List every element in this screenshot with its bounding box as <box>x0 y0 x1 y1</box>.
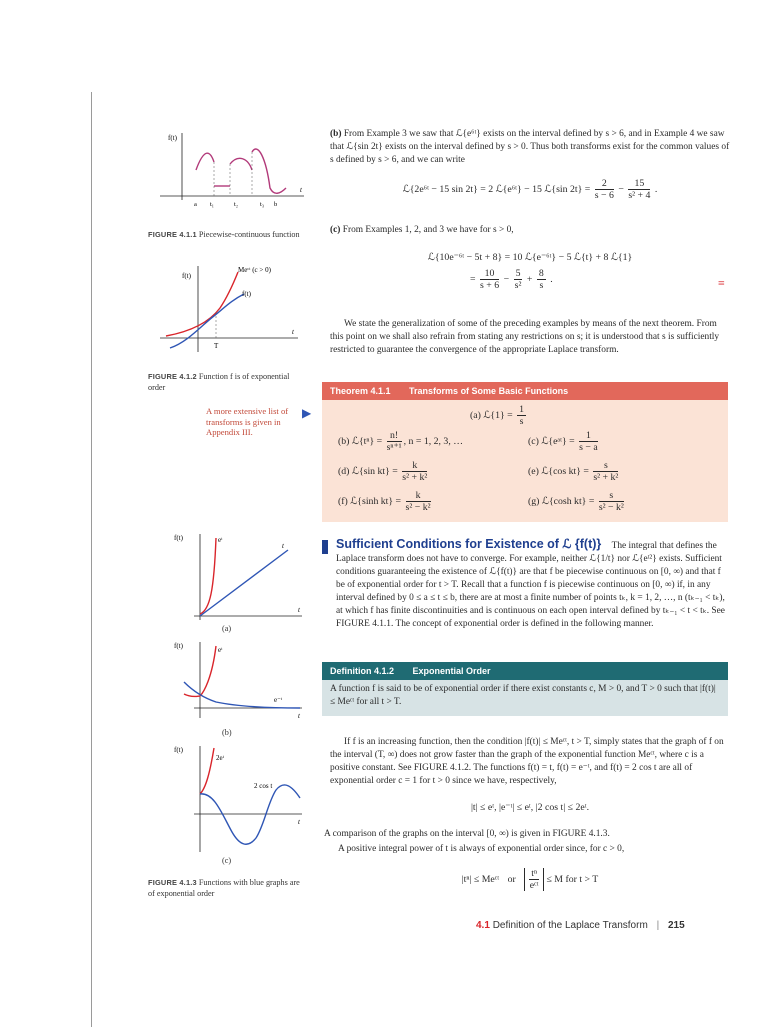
tick-b: b <box>274 201 278 208</box>
page-footer <box>476 920 716 931</box>
definition-header <box>322 662 728 680</box>
figure-4-1-1-caption <box>148 230 308 241</box>
final-right: ≤ M for t > T <box>546 873 599 885</box>
figure-4-1-3-caption <box>148 878 308 899</box>
piece-3 <box>230 158 252 170</box>
figure-4-1-3b-sublabel: (b) <box>222 728 232 737</box>
fraction <box>628 178 650 201</box>
fraction <box>480 268 499 291</box>
paragraph-compare: A comparison of the graphs on the interval [0, ∞) is given in FIGURE 4.1.3. <box>324 829 610 839</box>
operator: − <box>503 273 510 285</box>
part-b-text: From Example 3 we saw that ℒ{e⁶ᵗ} exists on the interval defined by s > 6, and in Example 4 we saw that ℒ{sin 2t} exists on the interval defined by s > 0. Thus both transforms exist for the common values of s defined by s > 6, and we can write <box>330 129 730 165</box>
fraction <box>599 490 624 513</box>
paragraph-generalization: We state the generalization of some of the preceding examples by means of the next theorem. From this point on we shall also refrain from stating any restrictions on s; it is understood that s is sufficiently restricted to guarantee the convergence of the appropriate Laplace transform. <box>330 319 720 355</box>
y-label: f(t) <box>174 746 183 754</box>
definition-box <box>322 662 728 720</box>
exp-curve <box>200 748 214 794</box>
caption-label: FIGURE 4.1.3 <box>148 878 197 887</box>
f-curve <box>170 294 244 348</box>
exp-curve <box>200 538 216 614</box>
margin-rule <box>91 92 92 1027</box>
denominator: s <box>519 416 524 427</box>
part-c-equation-1: ℒ{10e⁻⁶ᵗ − 5t + 8} = 10 ℒ{e⁻⁶ᵗ} − 5 ℒ{t} + 8 ℒ{1} <box>427 252 633 263</box>
fraction <box>406 490 431 513</box>
fraction <box>579 430 598 453</box>
figure-4-1-3c-sublabel: (c) <box>222 856 232 865</box>
footer-title: Definition of the Laplace Transform <box>492 920 648 931</box>
definition-title: Exponential Order <box>412 666 491 676</box>
item-tag: (d) <box>338 465 350 477</box>
figure-4-1-3a <box>170 530 310 630</box>
section-sufficient-conditions <box>336 538 730 631</box>
denominator: eᶜᵗ <box>529 880 539 891</box>
part-b <box>330 128 730 167</box>
operator: − <box>618 183 624 195</box>
x-label: t <box>292 328 294 336</box>
margin-note-arrow-icon: ▶ <box>302 406 312 420</box>
exp-label: 2eᵗ <box>216 754 224 762</box>
definition-label: Definition 4.1.2 <box>330 666 395 676</box>
numerator: 8 <box>538 268 544 279</box>
numerator: 5 <box>515 268 521 279</box>
exp-label: eᵗ <box>218 536 223 544</box>
fraction <box>593 460 618 483</box>
fraction <box>517 404 526 427</box>
figure-4-1-2 <box>148 262 308 362</box>
numerator: n! <box>387 430 402 442</box>
numerator: tⁿ <box>531 868 538 879</box>
paragraph-positive: A positive integral power of t is always of exponential order since, for c > 0, <box>338 844 625 854</box>
theorem-title: Transforms of Some Basic Functions <box>409 386 569 396</box>
caption-text: Function f is of exponential order <box>148 372 290 392</box>
fraction <box>387 430 402 453</box>
x-label: t <box>298 712 300 720</box>
denominator: s <box>539 280 544 291</box>
final-equation <box>330 868 730 891</box>
f-label: f(t) <box>242 290 251 298</box>
item-lhs: ℒ{eᵃᵗ} = <box>541 435 575 447</box>
footer-separator: | <box>656 920 660 931</box>
figure-4-1-3a-graph <box>170 530 310 630</box>
item-tag: (a) <box>470 409 481 421</box>
page-number: 215 <box>667 920 685 931</box>
numerator: s <box>599 490 624 502</box>
denominator: s − 6 <box>594 190 614 201</box>
numerator: 1 <box>519 404 525 415</box>
denominator: s + 6 <box>479 280 500 291</box>
item-lhs: ℒ{cosh kt} = <box>541 495 595 507</box>
tick-t3: t₃ <box>260 201 265 208</box>
denominator: s² + 4 <box>628 190 651 201</box>
x-label: t <box>300 186 302 194</box>
part-b-label: (b) <box>330 129 342 139</box>
cos-label: 2 cos t <box>254 782 273 790</box>
figure-4-1-3b-graph <box>170 638 310 728</box>
footer-section: 4.1 <box>476 920 490 931</box>
piece-4 <box>252 149 286 193</box>
margin-note-text: A more extensive list of transforms is given in Appendix III. <box>206 406 289 437</box>
theorem-body <box>322 400 728 522</box>
theorem-item-a <box>470 404 528 427</box>
item-tag: (e) <box>528 465 539 477</box>
inequalities: |t| ≤ eᵗ, |e⁻ᵗ| ≤ eᵗ, |2 cos t| ≤ 2eᵗ. <box>470 802 590 813</box>
item-lhs: ℒ{1} = <box>483 409 513 421</box>
denominator: sⁿ⁺¹ <box>386 442 402 453</box>
part-b-equation <box>330 178 730 201</box>
section-marker <box>322 540 328 554</box>
item-lhs: ℒ{tⁿ} = <box>351 435 383 447</box>
denominator: s² − k² <box>598 502 624 513</box>
numerator: 15 <box>628 178 650 190</box>
decay-label: e⁻ᵗ <box>274 696 283 704</box>
item-lhs: ℒ{cos kt} = <box>541 465 589 477</box>
cos-curve <box>200 785 300 844</box>
theorem-label: Theorem 4.1.1 <box>330 386 391 396</box>
x-label: t <box>298 818 300 826</box>
numerator: 2 <box>595 178 614 190</box>
tick-t1: t₁ <box>210 201 215 208</box>
numerator: k <box>402 460 427 472</box>
figure-4-1-1 <box>148 128 308 218</box>
fraction <box>529 868 539 891</box>
section-text: The integral that defines the Laplace transform does not have to converge. For example, neither ℒ{1/t} nor ℒ{eᵗ²} exists. Sufficient conditions guaranteeing the existence of ℒ{f(t)} are that f be piecewise continuous on [0, ∞) and that f be of exponential order for t > T. Recall that a function f is piecewise continuous on [0, ∞) if, in any interval defined by 0 ≤ a ≤ t ≤ b, there are at most a finite number of points tₖ, k = 1, 2, …, n (tₖ₋₁ < tₖ), at which f has finite discontinuities and is continuous on each open interval defined by tₖ₋₁ < t < tₖ. See FIGURE 4.1.1. The concept of exponential order is defined in the following manner. <box>336 541 725 629</box>
y-label: f(t) <box>168 134 177 142</box>
x-label: t <box>298 606 300 614</box>
caption-label: FIGURE 4.1.2 <box>148 372 197 381</box>
equals: = <box>470 273 476 285</box>
section-heading: Sufficient Conditions for Existence of ℒ {f(t)} <box>336 537 602 551</box>
figure-4-1-2-caption <box>148 372 308 393</box>
theorem-item-f <box>338 490 433 513</box>
tick-T: T <box>214 342 219 350</box>
y-label: f(t) <box>182 272 191 280</box>
denominator: s − a <box>579 442 598 453</box>
piece-1 <box>196 153 214 170</box>
figure-4-1-3a-sublabel: (a) <box>222 624 232 633</box>
numerator: 10 <box>480 268 499 280</box>
theorem-item-d <box>338 460 429 483</box>
item-tag: (b) <box>338 435 350 447</box>
item-rest: , n = 1, 2, 3, … <box>403 435 464 447</box>
decay-curve <box>184 682 300 708</box>
exp-label: eᵗ <box>218 646 223 654</box>
numerator: k <box>406 490 431 502</box>
item-tag: (f) <box>338 495 348 507</box>
part-c-text: From Examples 1, 2, and 3 we have for s > 0, <box>342 225 514 235</box>
eq-end: . <box>654 183 658 195</box>
theorem-item-b <box>338 430 463 453</box>
tick-a: a <box>194 201 197 208</box>
denominator: s² + k² <box>402 472 428 483</box>
numerator: s <box>593 460 618 472</box>
operator: + <box>526 273 533 285</box>
item-tag: (c) <box>528 435 539 447</box>
exp-label: Meᶜᵗ (c > 0) <box>238 266 271 274</box>
definition-body <box>322 680 728 716</box>
theorem-item-e <box>528 460 620 483</box>
part-c <box>330 224 730 237</box>
denominator: s² − k² <box>405 502 431 513</box>
part-c-equation-2 <box>470 268 630 291</box>
fraction <box>537 268 546 291</box>
abs-fraction <box>524 868 544 891</box>
figure-4-1-2-graph <box>148 262 308 362</box>
caption-text: Piecewise-continuous function <box>198 230 300 239</box>
fraction <box>595 178 614 201</box>
tick-t2: t₂ <box>234 201 239 208</box>
final-or: or <box>507 873 516 885</box>
denominator: s² + k² <box>593 472 619 483</box>
eq-end: . <box>550 273 553 285</box>
y-label: f(t) <box>174 642 183 650</box>
item-lhs: ℒ{sin kt} = <box>351 465 398 477</box>
numerator: 1 <box>579 430 598 442</box>
figure-4-1-1-graph <box>148 128 308 218</box>
figure-4-1-3c-graph <box>170 742 310 854</box>
caption-text: Functions with blue graphs are of exponential order <box>148 878 300 898</box>
item-lhs: ℒ{sinh kt} = <box>350 495 402 507</box>
theorem-box <box>322 382 728 522</box>
fraction <box>402 460 427 483</box>
final-left: |tⁿ| ≤ Meᶜᵗ <box>461 873 500 885</box>
line-label: t <box>282 542 284 550</box>
theorem-item-g <box>528 490 626 513</box>
figure-4-1-3c <box>170 742 310 854</box>
theorem-header <box>322 382 728 400</box>
margin-note <box>206 406 316 438</box>
part-c-label: (c) <box>330 225 341 235</box>
theorem-item-c <box>528 430 600 453</box>
y-label: f(t) <box>174 534 183 542</box>
end-of-example-icon: ≡ <box>718 276 725 290</box>
item-tag: (g) <box>528 495 540 507</box>
definition-text: A function f is said to be of exponential order if there exist constants c, M > 0, and T > 0 such that |f(t)| ≤ Meᶜᵗ for all t > T. <box>330 684 716 707</box>
eq-lhs: ℒ{2e⁶ᵗ − 15 sin 2t} = 2 ℒ{e⁶ᵗ} − 15 ℒ{sin 2t} = <box>402 183 591 195</box>
figure-4-1-3b <box>170 638 310 728</box>
paragraph-increasing: If f is an increasing function, then the condition |f(t)| ≤ Meᶜᵗ, t > T, simply states that the graph of f on the interval (T, ∞) does not grow faster than the graph of the exponential function Meᶜᵗ, where c is a positive constant. See FIGURE 4.1.2. The functions f(t) = t, f(t) = e⁻ᵗ, and f(t) = 2 cos t are all of exponential order c = 1 for t > 0 since we have, respectively, <box>330 737 724 786</box>
denominator: s² <box>514 280 522 291</box>
fraction <box>514 268 523 291</box>
caption-label: FIGURE 4.1.1 <box>148 230 197 239</box>
